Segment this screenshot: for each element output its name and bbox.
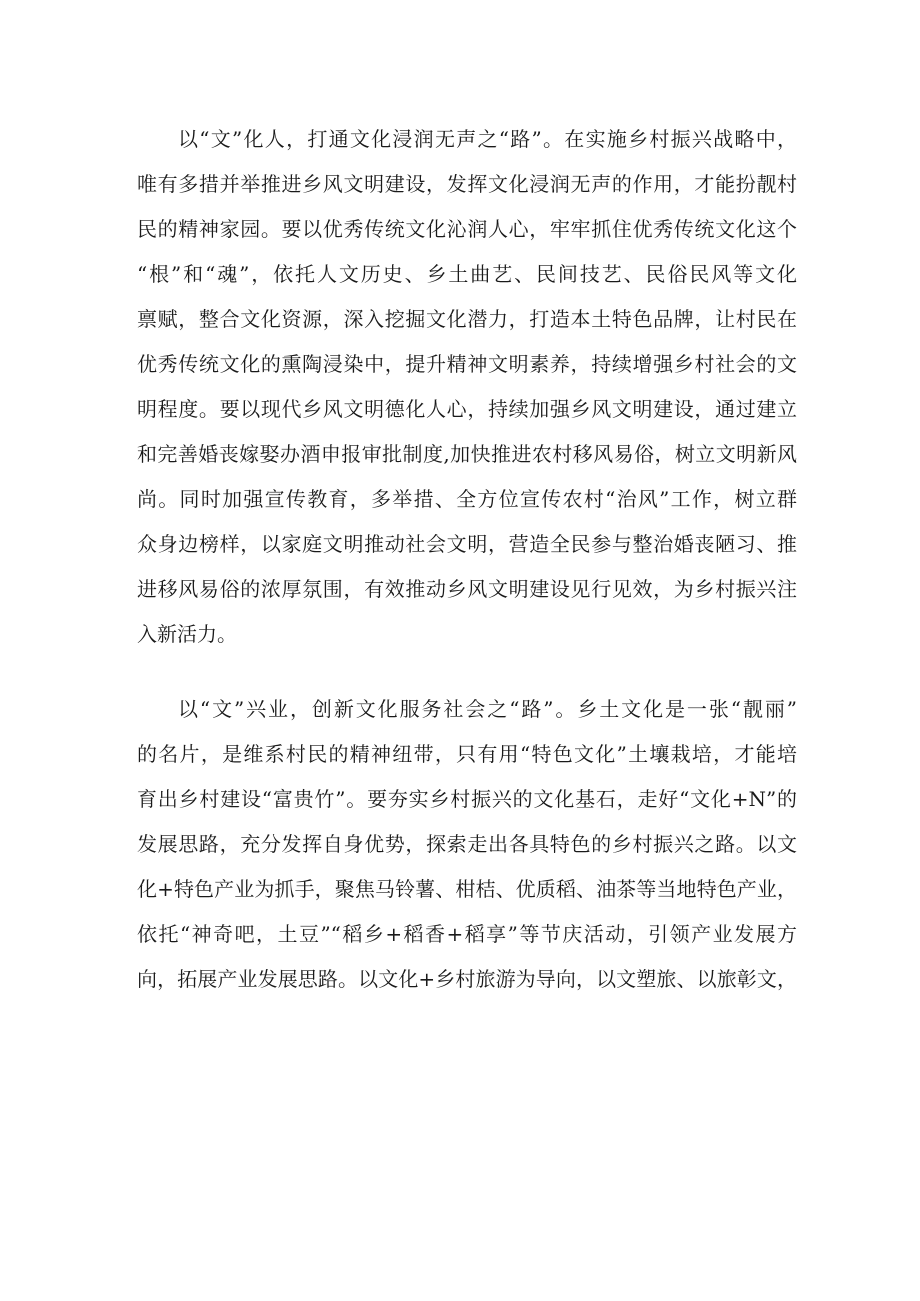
paragraph-line: 的名片，是维系村民的精神纽带，只有用“特色文化”土壤栽培，才能培 (137, 742, 797, 766)
paragraph-line: 进移风易俗的浓厚氛围，有效推动乡风文明建设见行见效，为乡村振兴注 (137, 577, 797, 601)
paragraph-line: 化+特色产业为抓手，聚焦马铃薯、柑桔、优质稻、油茶等当地特色产业， (137, 877, 797, 901)
paragraph-line: 众身边榜样，以家庭文明推动社会文明，营造全民参与整治婚丧陋习、推 (137, 532, 797, 556)
paragraph-line: “根”和“魂”，依托人文历史、乡土曲艺、民间技艺、民俗民风等文化 (137, 262, 797, 286)
paragraph-line: 尚。同时加强宣传教育，多举措、全方位宣传农村“治风”工作，树立群 (137, 487, 797, 511)
paragraph-spacer (137, 657, 797, 687)
paragraph-line: 以“文”化人，打通文化浸润无声之“路”。在实施乡村振兴战略中， (178, 127, 797, 151)
paragraph-line: 发展思路，充分发挥自身优势，探索走出各具特色的乡村振兴之路。以文 (137, 832, 797, 856)
paragraph-line: 禀赋，整合文化资源，深入挖掘文化潜力，打造本土特色品牌，让村民在 (137, 307, 797, 331)
paragraph-line: 入新活力。 (137, 622, 237, 646)
paragraph-line: 依托“神奇吧，土豆”“稻乡+稻香+稻享”等节庆活动，引领产业发展方 (137, 922, 797, 946)
paragraph-line: 民的精神家园。要以优秀传统文化沁润人心，牢牢抓住优秀传统文化这个 (137, 217, 797, 241)
paragraph-2 (137, 687, 797, 1002)
paragraph-line: 明程度。要以现代乡风文明德化人心，持续加强乡风文明建设，通过建立 (137, 397, 797, 421)
paragraph-1 (137, 117, 797, 657)
paragraph-line: 唯有多措并举推进乡风文明建设，发挥文化浸润无声的作用，才能扮靓村 (137, 172, 797, 196)
paragraph-line: 以“文”兴业，创新文化服务社会之“路”。乡土文化是一张“靓丽” (178, 697, 797, 721)
paragraph-line: 向，拓展产业发展思路。以文化+乡村旅游为导向，以文塑旅、以旅彰文， (137, 967, 797, 991)
paragraph-line: 育出乡村建设“富贵竹”。要夯实乡村振兴的文化基石，走好“文化+N”的 (137, 787, 797, 811)
paragraph-line: 和完善婚丧嫁娶办酒申报审批制度,加快推进农村移风易俗，树立文明新风 (137, 442, 797, 466)
paragraph-line: 优秀传统文化的熏陶浸染中，提升精神文明素养，持续增强乡村社会的文 (137, 352, 797, 376)
document-page (137, 117, 797, 1002)
